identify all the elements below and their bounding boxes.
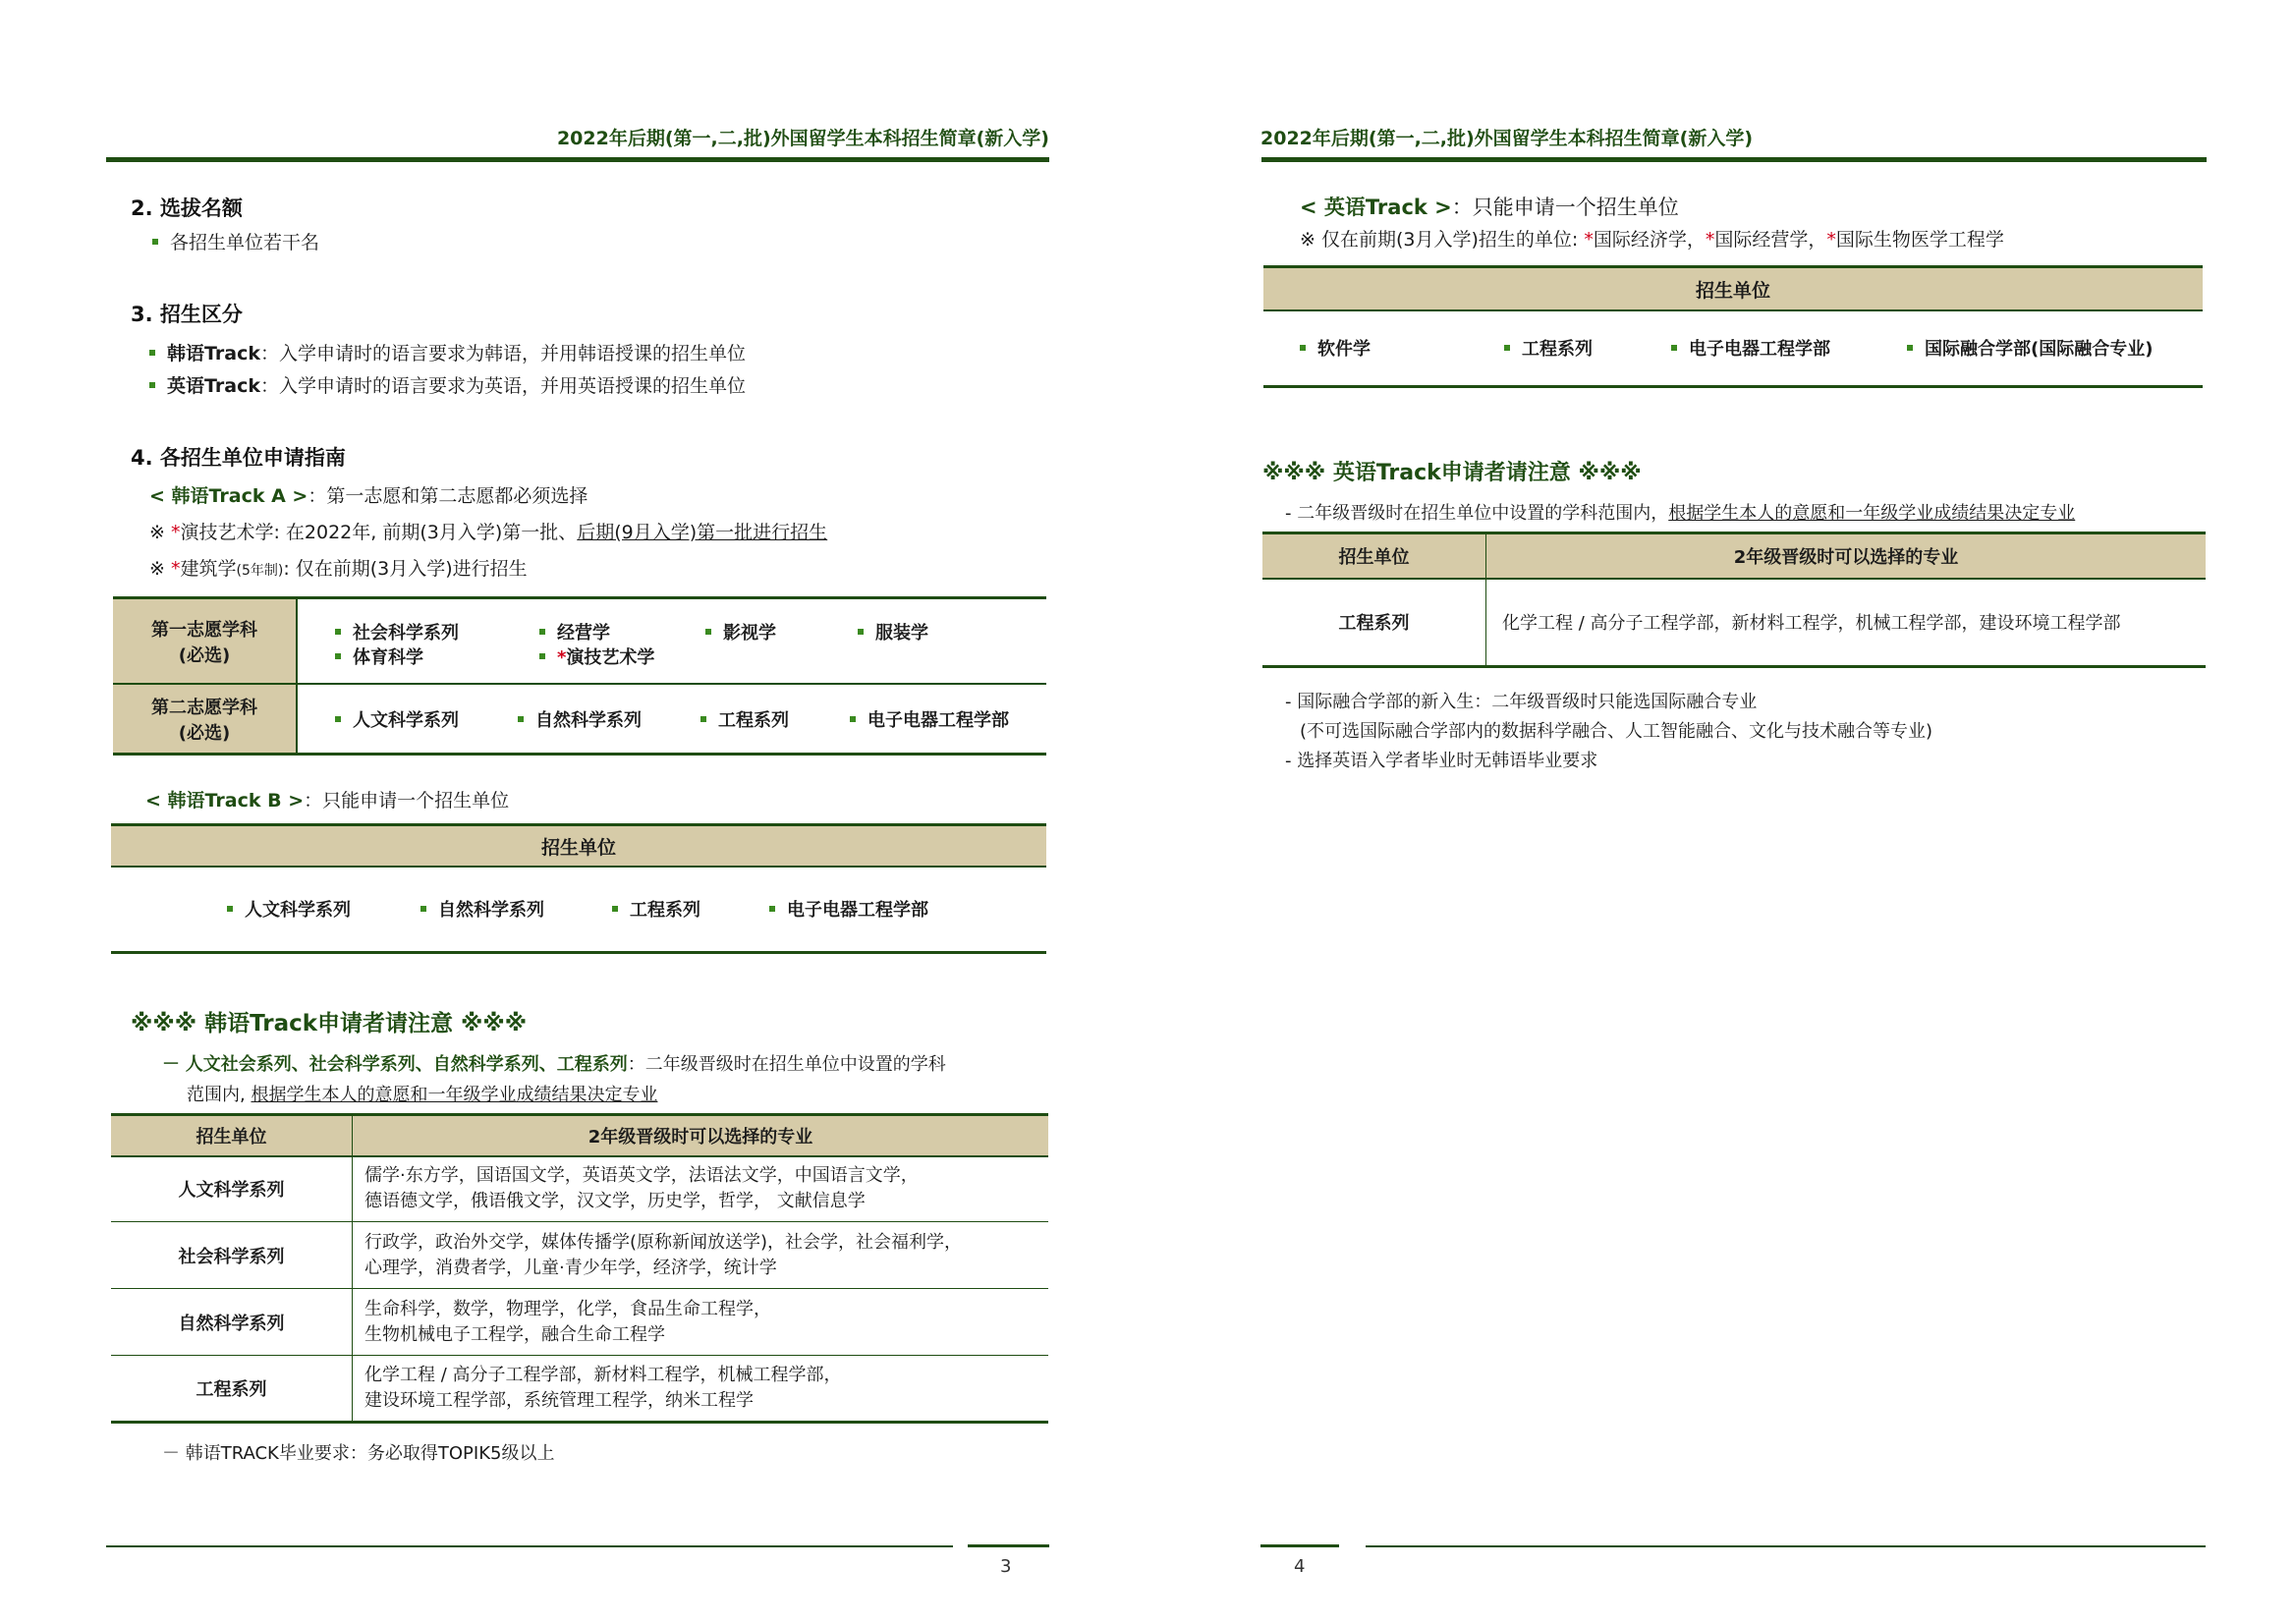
english-track-line: < 英语Track >：只能申请一个招生单位 [1300, 196, 1679, 219]
section-3-korean-track: 韩语Track：入学申请时的语言要求为韩语，并用韩语授课的招生单位 [149, 339, 746, 365]
korean-track-note-line2: 范围内, 根据学生本人的意愿和一年级学业成绩结果决定专业 [187, 1085, 658, 1105]
track-a-row-first [113, 599, 1046, 685]
table-row: 社会科学系列 行政学，政治外交学，媒体传播学(原称新闻放送学)，社会学，社会福利学， 心理学，消费者学，儿童·青少年学，经济学，统计学 [111, 1222, 1048, 1289]
track-b-header: 招生单位 [111, 826, 1046, 868]
list-item: 影视学 [705, 619, 776, 644]
footer-rule [1366, 1545, 2206, 1547]
first-choice-items [298, 599, 1046, 683]
english-track-header: 招生单位 [1263, 268, 2203, 311]
track-b-items [111, 868, 1046, 954]
english-majors-table [1262, 532, 2206, 668]
list-item: 电子电器工程学部 [1671, 335, 1830, 361]
list-item: 社会科学系列 [335, 619, 459, 644]
page-number: 3 [1000, 1556, 1012, 1577]
list-item: 人文科学系列 [335, 706, 459, 732]
table-row: 自然科学系列 生命科学，数学，物理学，化学，食品生命工程学， 生物机械电子工程学，融合生命工程学 [111, 1289, 1048, 1356]
track-a-table [113, 596, 1046, 756]
english-track-items [1263, 311, 2203, 388]
table-header-majors: 2年级晋级时可以选择的专业 [588, 1126, 813, 1148]
korean-track-note-line1: － 人文社会系列、社会科学系列、自然科学系列、工程系列：二年级晋级时在招生单位中设置的学科 [162, 1054, 946, 1075]
list-item: *演技艺术学 [539, 644, 654, 669]
table-header-unit: 招生单位 [1262, 533, 1486, 579]
list-item: 电子电器工程学部 [769, 896, 928, 922]
list-item: 经营学 [539, 619, 610, 644]
table-row: 人文科学系列 儒学·东方学，国语国文学，英语英文学，法语法文学，中国语言文学， 德语德文学，俄语俄文学，汉文学，历史学，哲学， 文献信息学 [111, 1156, 1048, 1222]
table-row: 工程系列 化学工程 / 高分子工程学部，新材料工程学，机械工程学部， 建设环境工程学部，系统管理工程学，纳米工程学 [111, 1356, 1048, 1423]
header-rule [1261, 157, 2207, 162]
bullet-icon [152, 239, 158, 245]
list-item: 人文科学系列 [227, 896, 351, 922]
list-item: 工程系列 [1504, 335, 1593, 361]
table-header-row [1262, 533, 2206, 579]
list-item: 工程系列 [612, 896, 700, 922]
list-item: 自然科学系列 [420, 896, 544, 922]
second-choice-label: 第二志愿学科 (必选) [113, 685, 298, 753]
section-3-title: 3. 招生区分 [131, 303, 243, 326]
track-b-table [111, 823, 1046, 954]
footer-rule-short [968, 1544, 1049, 1547]
track-a-line: < 韩语Track A >：第一志愿和第二志愿都必须选择 [149, 485, 588, 507]
footer-rule-short [1260, 1544, 1339, 1547]
track-b-line: < 韩语Track B >：只能申请一个招生单位 [145, 790, 510, 812]
english-track-note-line: - 二年级晋级时在招生单位中设置的学科范围内，根据学生本人的意愿和一年级学业成绩结果决定专业 [1285, 503, 2076, 524]
table-header-unit: 招生单位 [111, 1115, 353, 1156]
table-header-row [111, 1115, 1048, 1156]
list-item: 服装学 [858, 619, 928, 644]
section-2-item: 各招生单位若干名 [152, 228, 319, 254]
header-rule [106, 157, 1049, 162]
list-item: 工程系列 [700, 706, 789, 732]
section-3-english-track: 英语Track：入学申请时的语言要求为英语，并用英语授课的招生单位 [149, 371, 746, 398]
header-title: 2022年后期(第一,二,批)外国留学生本科招生简章(新入学) [1260, 128, 1754, 149]
bullet-icon [149, 350, 155, 356]
english-track-table [1263, 265, 2203, 388]
footer-rule [106, 1545, 953, 1547]
header-title: 2022年后期(第一,二,批)外国留学生本科招生简章(新入学) [556, 128, 1049, 149]
list-item: 自然科学系列 [518, 706, 642, 732]
note-line-architecture: ※ *建筑学(5年制): 仅在前期(3月入学)进行招生 [149, 558, 528, 580]
english-note-1: - 国际融合学部的新入生：二年级晋级时只能选国际融合专业 [1285, 692, 1758, 712]
track-a-row-second [113, 685, 1046, 756]
korean-majors-table [111, 1113, 1048, 1424]
section-4-title: 4. 各招生单位申请指南 [131, 446, 346, 470]
english-track-note-title: ※※※ 英语Track申请者请注意 ※※※ [1262, 461, 1642, 485]
first-choice-label: 第一志愿学科 (必选) [113, 599, 298, 683]
english-note-3: - 选择英语入学者毕业时无韩语毕业要求 [1285, 751, 1598, 771]
korean-track-footnote: － 韩语TRACK毕业要求：务必取得TOPIK5级以上 [162, 1443, 555, 1464]
note-line-acting: ※ *演技艺术学: 在2022年, 前期(3月入学)第一批、后期(9月入学)第一批进行招生 [149, 522, 828, 543]
table-header-majors: 2年级晋级时可以选择的专业 [1733, 546, 1959, 568]
bullet-icon [149, 382, 155, 388]
english-track-spring-only: ※ 仅在前期(3月入学)招生的单位: *国际经济学，*国际经营学，*国际生物医学工程学 [1300, 229, 2004, 251]
second-choice-items [298, 685, 1046, 753]
list-item: 电子电器工程学部 [850, 706, 1009, 732]
page-right [1148, 0, 2295, 1624]
list-item: 软件学 [1300, 335, 1371, 361]
section-2-title: 2. 选拔名额 [131, 196, 243, 220]
korean-track-note-title: ※※※ 韩语Track申请者请注意 ※※※ [131, 1011, 528, 1036]
page-number: 4 [1294, 1556, 1306, 1577]
table-row: 工程系列 化学工程 / 高分子工程学部，新材料工程学，机械工程学部，建设环境工程学部 [1262, 579, 2206, 667]
list-item: 国际融合学部(国际融合专业) [1907, 335, 2153, 361]
english-note-2: (不可选国际融合学部内的数据科学融合、人工智能融合、文化与技术融合等专业) [1300, 721, 1933, 742]
list-item: 体育科学 [335, 644, 423, 669]
